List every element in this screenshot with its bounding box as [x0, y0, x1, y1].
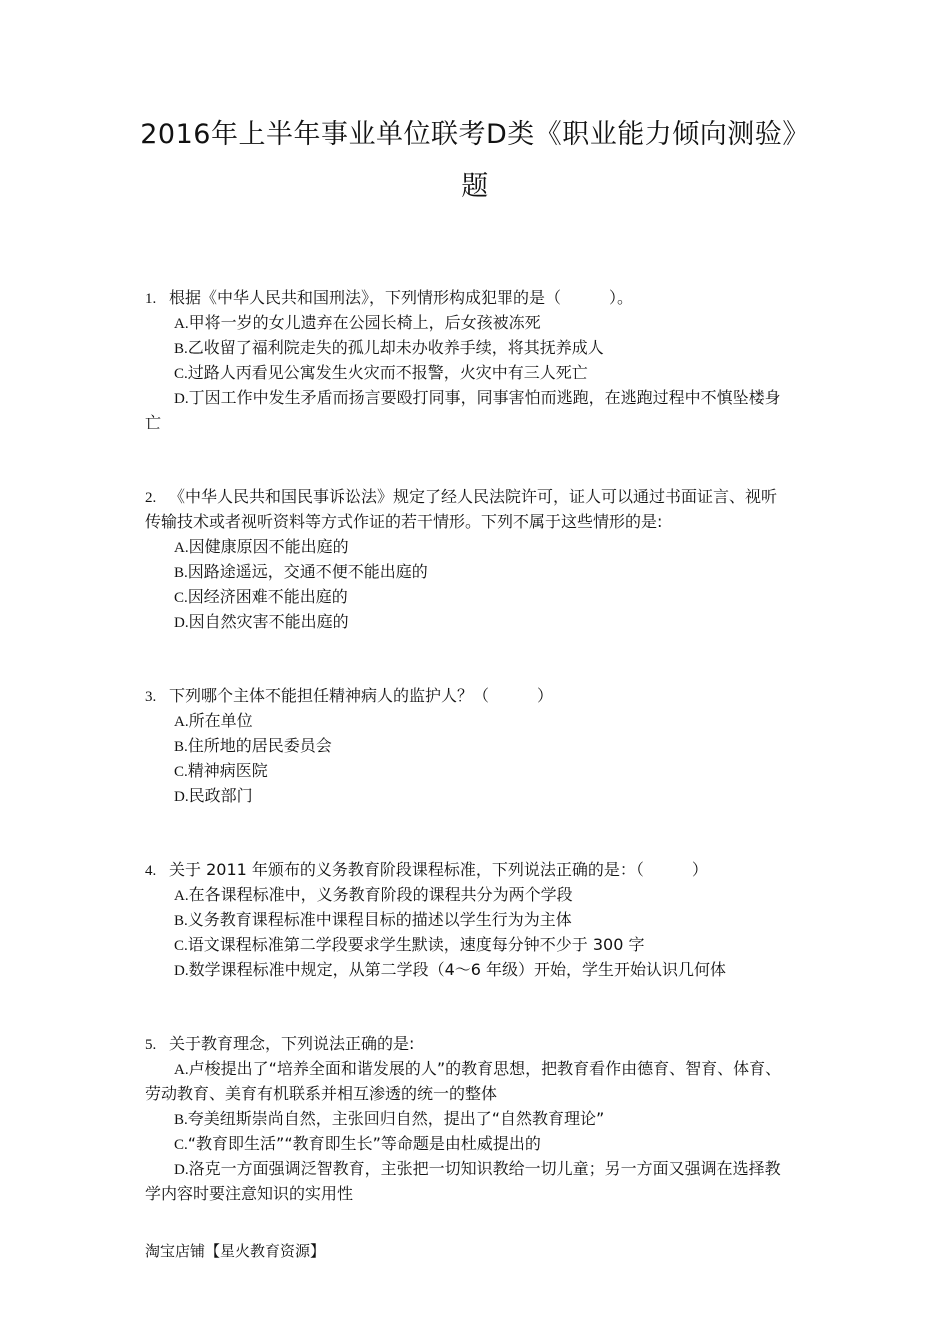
option-letter: D. [174, 615, 189, 631]
option-letter: C. [174, 764, 188, 780]
question-5 [145, 1031, 810, 1206]
question-stem-line [145, 509, 810, 534]
footer-shop-note: 淘宝店铺【星火教育资源】 [145, 1242, 326, 1260]
option-text: 因经济困难不能出庭的 [187, 587, 348, 606]
question-number: 5. [145, 1037, 157, 1053]
answer-option-line [145, 907, 810, 932]
answer-option-line [145, 609, 810, 634]
option-letter: C. [174, 366, 188, 382]
question-stem-text: 根据《中华人民共和国刑法》，下列情形构成犯罪的是（ ）。 [169, 288, 634, 307]
option-letter: A. [174, 714, 189, 730]
option-text: 在各课程标准中，义务教育阶段的课程共分为两个学段 [188, 885, 573, 904]
option-text: 亡 [145, 413, 162, 432]
option-letter: B. [174, 913, 188, 929]
option-text: 学内容时要注意知识的实用性 [145, 1184, 354, 1203]
option-text: 语文课程标准第二学段要求学生默读，速度每分钟不少于 300 字 [187, 935, 645, 954]
question-stem-text: 《中华人民共和国民事诉讼法》规定了经人民法院许可，证人可以通过书面证言、视听 [169, 487, 778, 506]
answer-option-line [145, 882, 810, 907]
answer-option-line [145, 957, 810, 982]
question-stem-line [145, 857, 810, 882]
answer-option-line [145, 758, 810, 783]
document-title-line-2: 题 [461, 171, 489, 202]
question-number: 4. [145, 863, 157, 879]
question-3 [145, 683, 810, 808]
option-text: 精神病医院 [187, 761, 268, 780]
option-text: 民政部门 [188, 786, 253, 805]
option-letter: A. [174, 316, 189, 332]
answer-option-line [145, 385, 810, 410]
option-letter: B. [174, 739, 188, 755]
option-text: 住所地的居民委员会 [187, 736, 332, 755]
option-text: 因路途遥远，交通不便不能出庭的 [187, 562, 428, 581]
answer-option-line [145, 534, 810, 559]
question-number: 1. [145, 291, 157, 307]
answer-option-line [145, 1106, 810, 1131]
answer-option-line [145, 360, 810, 385]
answer-option-line [145, 783, 810, 808]
answer-option-line [145, 708, 810, 733]
question-stem-text: 下列哪个主体不能担任精神病人的监护人？（ ） [169, 686, 554, 705]
answer-option-line [145, 559, 810, 584]
document-title-line-1: 2016年上半年事业单位联考D类《职业能力倾向测验》 [140, 119, 810, 150]
option-text: 义务教育课程标准中课程目标的描述以学生行为为主体 [187, 910, 572, 929]
question-number: 2. [145, 490, 157, 506]
option-letter: D. [174, 789, 189, 805]
answer-option-line [145, 584, 810, 609]
option-text: 过路人丙看见公寓发生火灾而不报警，火灾中有三人死亡 [187, 363, 588, 382]
question-stem-text: 传输技术或者视听资料等方式作证的若干情形。下列不属于这些情形的是: [145, 512, 663, 531]
answer-option-line [145, 733, 810, 758]
answer-option-line [145, 1181, 810, 1206]
option-letter: A. [174, 888, 189, 904]
option-letter: D. [174, 391, 189, 407]
answer-option-line [145, 1081, 810, 1106]
answer-option-line [145, 1056, 810, 1081]
question-stem-line [145, 285, 810, 310]
question-stem-text: 关于教育理念，下列说法正确的是: [169, 1034, 415, 1053]
answer-option-line [145, 335, 810, 360]
question-4 [145, 857, 810, 982]
option-text: 数学课程标准中规定，从第二学段（4～6 年级）开始，学生开始认识几何体 [188, 960, 727, 979]
option-letter: B. [174, 341, 188, 357]
option-text: 卢梭提出了“培养全面和谐发展的人”的教育思想，把教育看作由德育、智育、体育、 [188, 1059, 782, 1078]
option-letter: C. [174, 938, 188, 954]
question-1 [145, 285, 810, 435]
question-2 [145, 484, 810, 634]
option-text: 洛克一方面强调泛智教育，主张把一切知识教给一切儿童；另一方面又强调在选择教 [188, 1159, 781, 1178]
answer-option-line [145, 1131, 810, 1156]
answer-option-line [145, 1156, 810, 1181]
option-text: 因自然灾害不能出庭的 [188, 612, 349, 631]
option-text: 乙收留了福利院走失的孤儿却未办收养手续，将其抚养成人 [187, 338, 604, 357]
option-text: 因健康原因不能出庭的 [188, 537, 349, 556]
question-stem-line [145, 1031, 810, 1056]
answer-option-line [145, 932, 810, 957]
answer-option-line [145, 310, 810, 335]
option-text: “教育即生活”“教育即生长”等命题是由杜威提出的 [187, 1134, 541, 1153]
option-letter: A. [174, 1062, 189, 1078]
answer-option-line [145, 410, 810, 435]
option-letter: D. [174, 1162, 189, 1178]
option-text: 丁因工作中发生矛盾而扬言要殴打同事，同事害怕而逃跑，在逃跑过程中不慎坠楼身 [188, 388, 781, 407]
option-letter: C. [174, 590, 188, 606]
option-letter: C. [174, 1137, 188, 1153]
option-letter: B. [174, 1112, 188, 1128]
option-letter: B. [174, 565, 188, 581]
question-stem-text: 关于 2011 年颁布的义务教育阶段课程标准，下列说法正确的是：（ ） [169, 860, 708, 879]
question-number: 3. [145, 689, 157, 705]
question-stem-line [145, 683, 810, 708]
option-letter: A. [174, 540, 189, 556]
option-text: 甲将一岁的女儿遗弃在公园长椅上，后女孩被冻死 [188, 313, 541, 332]
option-text: 劳动教育、美育有机联系并相互渗透的统一的整体 [145, 1084, 498, 1103]
option-text: 所在单位 [188, 711, 253, 730]
option-letter: D. [174, 963, 189, 979]
option-text: 夸美纽斯崇尚自然，主张回归自然，提出了“自然教育理论” [187, 1109, 605, 1128]
question-stem-line [145, 484, 810, 509]
